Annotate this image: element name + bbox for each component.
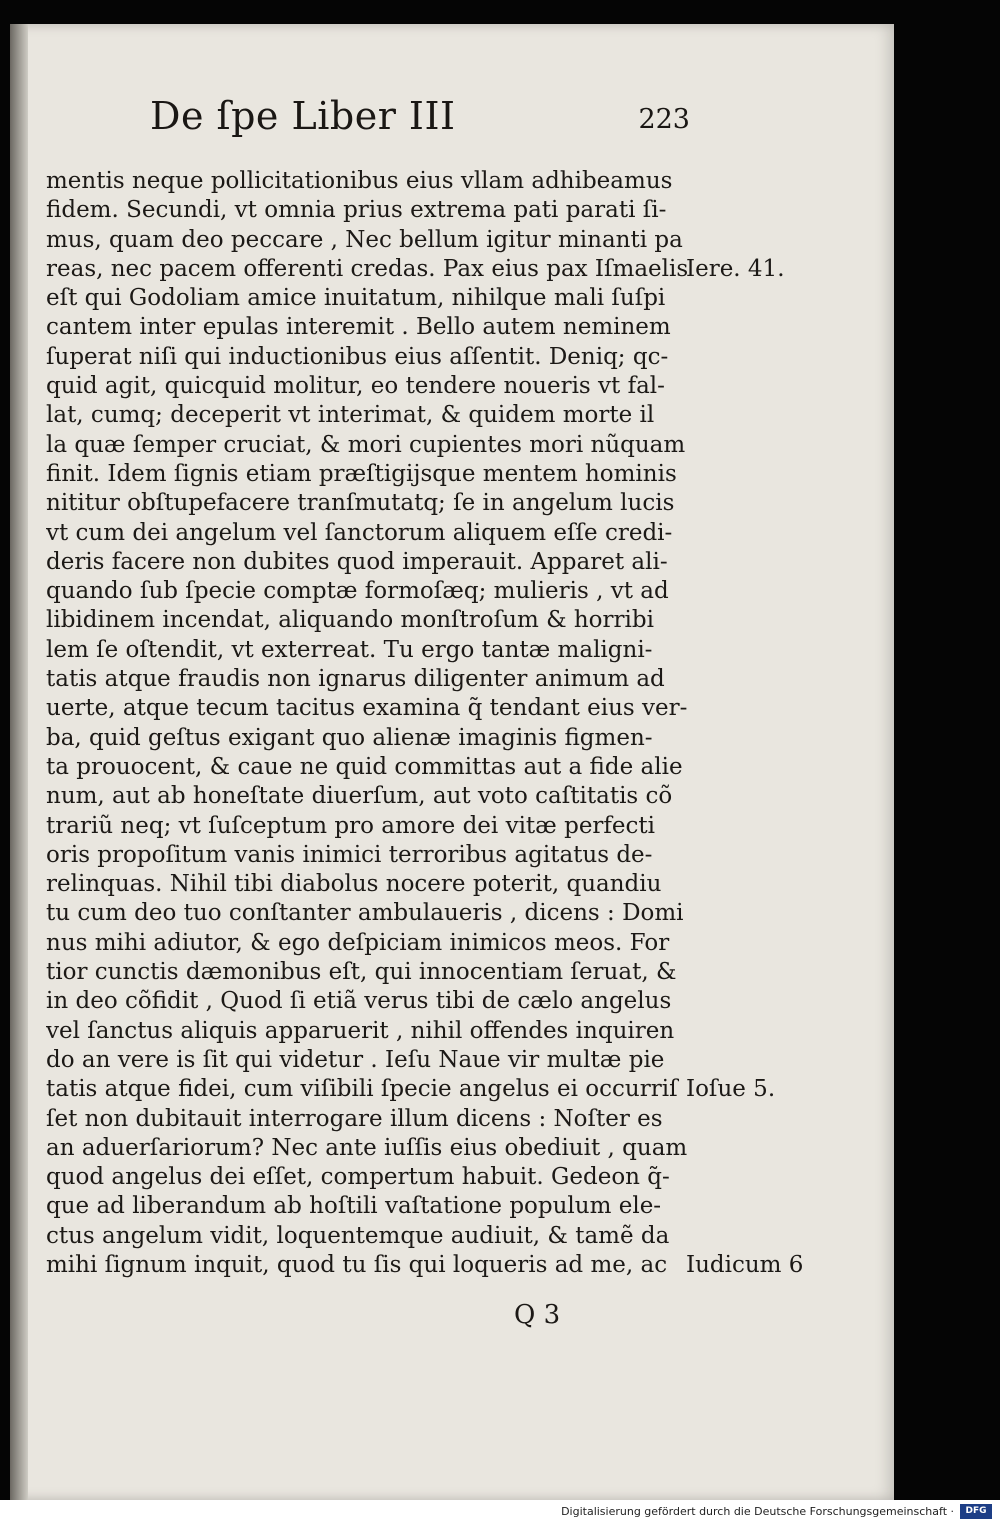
text-line: finit. Idem ſignis etiam præſtigijsque mentem hominis [46,460,677,487]
book-page [10,24,894,1500]
margin-note: Ioſue 5. [686,1076,776,1103]
text-line: tatis atque fraudis non ignarus diligenter animum ad [46,666,665,693]
text-line: cantem inter epulas interemit . Bello autem neminem [46,314,671,341]
text-line: libidinem incendat, aliquando monſtroſum & horribi [46,607,654,634]
text-line: tu cum deo tuo conſtanter ambulaueris , dicens : Domi [46,900,684,927]
text-line: tatis atque fidei, cum viſibili ſpecie angelus ei occurriſ [46,1076,678,1103]
margin-note: Iudicum 6 [686,1252,804,1279]
page-header [150,94,690,154]
text-line: ſet non dubitauit interrogare illum dicens : Noſter es [46,1105,663,1132]
text-line: ſuperat niſi qui inductionibus eius aſſentit. Deniq; qc- [46,343,669,370]
footer-bar [0,1500,1000,1524]
text-line: an aduerſariorum? Nec ante iuſſis eius obediuit , quam [46,1134,688,1161]
text-line: oris propoſitum vanis inimici terroribus agitatus de- [46,841,653,868]
text-line: relinquas. Nihil tibi diabolus nocere poterit, quandiu [46,871,662,898]
dfg-logo: DFG [960,1504,992,1519]
text-line: uerte, atque tecum tacitus examina q̃ tendant eius ver- [46,695,688,722]
text-line: quid agit, quicquid molitur, eo tendere noueris vt fal- [46,373,665,400]
text-line: ctus angelum vidit, loquentemque audiuit, & tamẽ da [46,1222,670,1249]
text-line: nus mihi adiutor, & ego deſpiciam inimicos meos. For [46,929,670,956]
text-line: que ad liberandum ab hoſtili vaſtatione populum ele- [46,1193,662,1220]
text-line: lem ſe oſtendit, vt exterreat. Tu ergo tantæ maligni- [46,636,653,663]
text-line: do an vere is ſit qui videtur . Ieſu Naue vir multæ pie [46,1046,665,1073]
margin-note: Iere. 41. [686,255,785,282]
signature-mark: Q 3 [514,1300,561,1330]
footer-credit: Digitalisierung gefördert durch die Deutsche Forschungsgemeinschaft · [561,1505,954,1518]
text-line: ta prouocent, & caue ne quid committas aut a fide alie [46,753,683,780]
text-line: reas, nec pacem offerenti credas. Pax eius pax Iſmaelis [46,255,689,282]
text-line: quod angelus dei eſſet, compertum habuit. Gedeon q̃- [46,1164,670,1191]
text-line: ba, quid geſtus exigant quo alienæ imaginis figmen- [46,724,653,751]
text-line: nititur obſtupefacere tranſmutatq; ſe in angelum lucis [46,490,675,517]
page-number: 223 [638,104,690,135]
text-line: trariũ neq; vt ſuſceptum pro amore dei vitæ perfecti [46,812,656,839]
text-line: lat, cumq; deceperit vt interimat, & quidem morte il [46,402,655,429]
text-line: mus, quam deo peccare , Nec bellum igitur minanti pa [46,226,683,253]
running-title: De ſpe Liber III [150,94,456,138]
text-line: la quæ ſemper cruciat, & mori cupientes mori nũquam [46,431,686,458]
text-line: tior cunctis dæmonibus eſt, qui innocentiam ſeruat, & [46,959,677,986]
text-line: mentis neque pollicitationibus eius vllam adhibeamus [46,168,673,194]
text-line: in deo cõfidit , Quod ſi etiã verus tibi de cælo angelus [46,988,672,1015]
text-line: num, aut ab honeſtate diuerſum, aut voto caſtitatis cõ [46,783,673,810]
text-line: vt cum dei angelum vel ſanctorum aliquem eſſe credi- [46,519,673,546]
body-text [46,167,690,1280]
text-line: deris facere non dubites quod imperauit. Apparet ali- [46,548,668,575]
text-line: mihi ſignum inquit, quod tu ſis qui loqueris ad me, ac [46,1251,668,1278]
text-line: vel ſanctus aliquis apparuerit , nihil offendes inquiren [46,1017,675,1044]
text-line: fidem. Secundi, vt omnia prius extrema pati parati ſi- [46,197,667,224]
text-line: quando ſub ſpecie comptæ formoſæq; mulieris , vt ad [46,578,669,605]
page-gutter-shadow [10,24,28,1500]
text-line: eſt qui Godoliam amice inuitatum, nihilque mali ſuſpi [46,285,666,312]
